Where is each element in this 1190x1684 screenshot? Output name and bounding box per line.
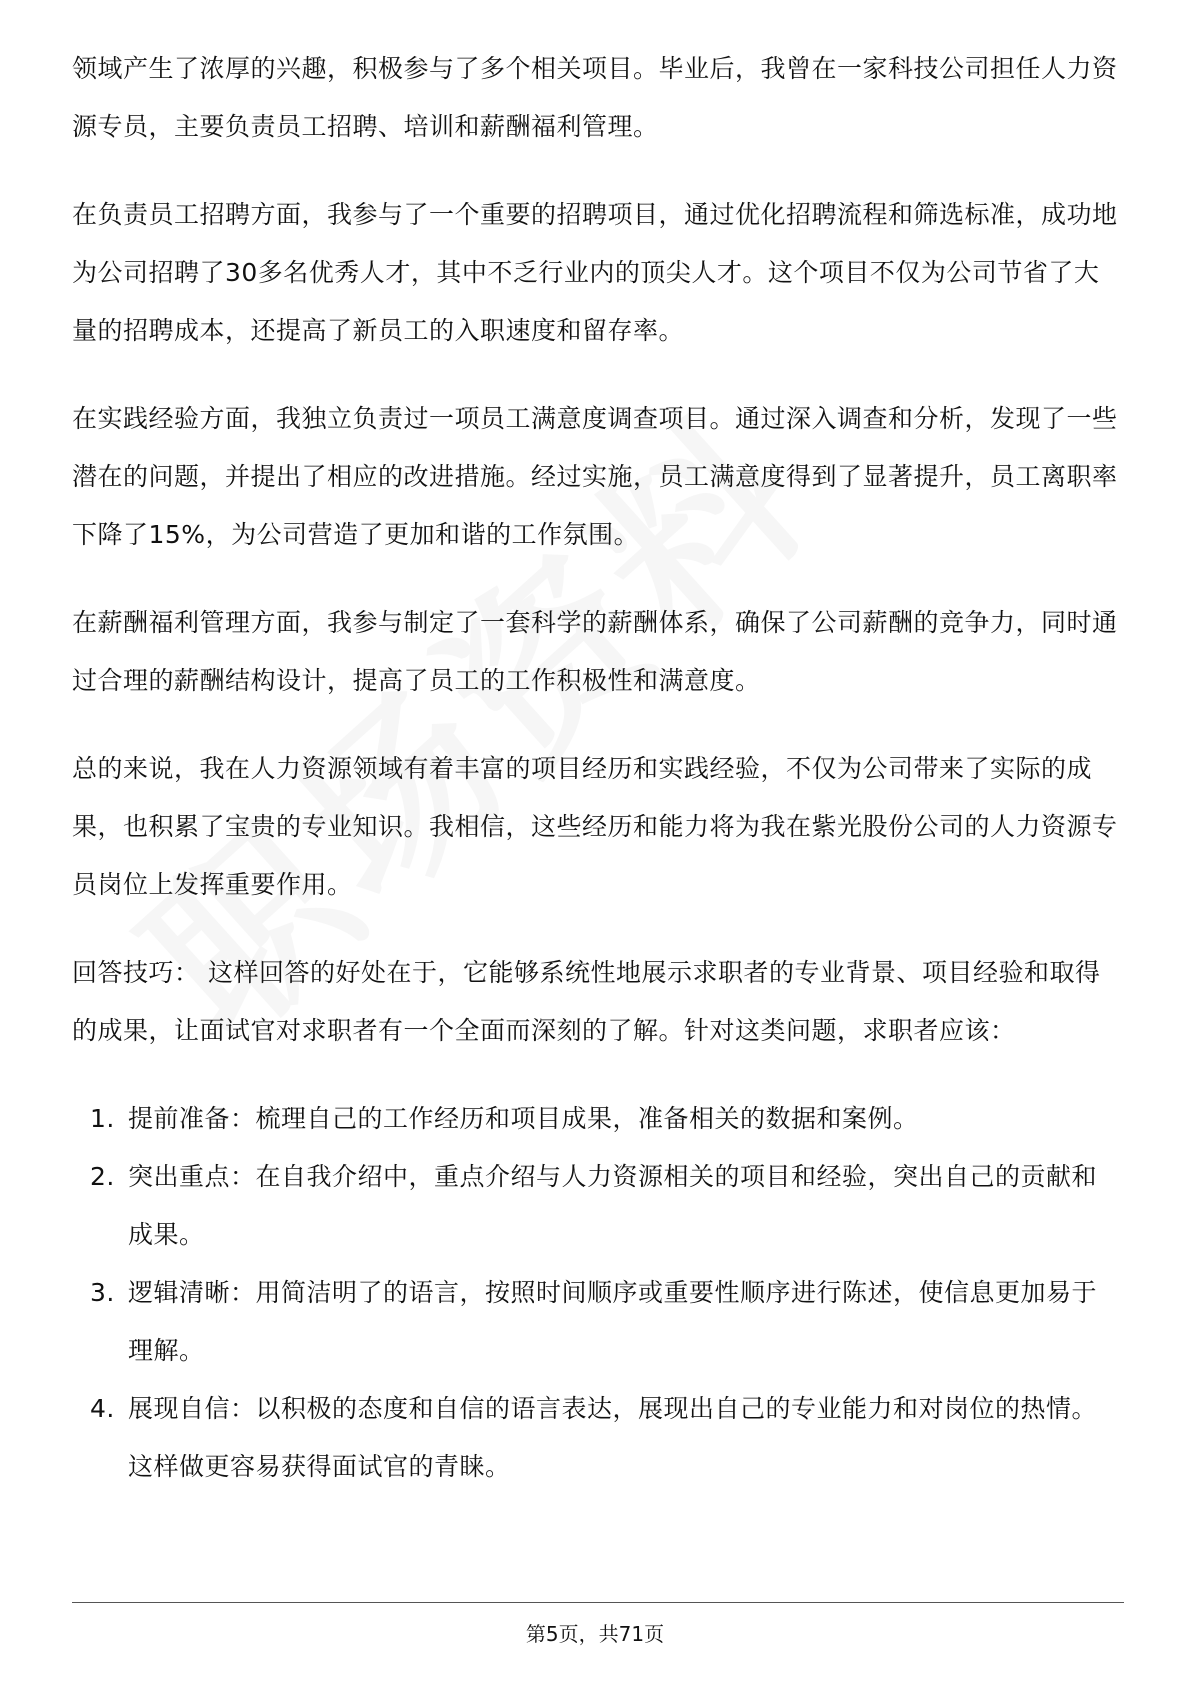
list-text: 突出重点：在自我介绍中，重点介绍与人力资源相关的项目和经验，突出自己的贡献和成果。 xyxy=(128,1162,1098,1249)
list-number: 2. xyxy=(90,1162,115,1191)
paragraph: 总的来说，我在人力资源领域有着丰富的项目经历和实践经验，不仅为公司带来了实际的成果，也积累了宝贵的专业知识。我相信，这些经历和能力将为我在紫光股份公司的人力资源专员岗位上发挥重要作用。 xyxy=(72,754,1118,899)
answer-tips-intro: 回答技巧： 这样回答的好处在于，它能够系统性地展示求职者的专业背景、项目经验和取得的成果，让面试官对求职者有一个全面而深刻的了解。针对这类问题，求职者应该： xyxy=(72,958,1101,1045)
list-number: 4. xyxy=(90,1394,115,1423)
tips-list xyxy=(72,1090,1122,1496)
document-body xyxy=(72,40,1122,1496)
list-item xyxy=(72,1148,1122,1264)
footer-divider xyxy=(72,1602,1124,1603)
list-text: 展现自信：以积极的态度和自信的语言表达，展现出自己的专业能力和对岗位的热情。这样做更容易获得面试官的青睐。 xyxy=(128,1394,1098,1481)
paragraph: 在负责员工招聘方面，我参与了一个重要的招聘项目，通过优化招聘流程和筛选标准，成功地为公司招聘了30多名优秀人才，其中不乏行业内的顶尖人才。这个项目不仅为公司节省了大量的招聘成本，还提高了新员工的入职速度和留存率。 xyxy=(72,200,1118,345)
list-item xyxy=(72,1264,1122,1380)
paragraph: 在实践经验方面，我独立负责过一项员工满意度调查项目。通过深入调查和分析，发现了一些潜在的问题，并提出了相应的改进措施。经过实施，员工满意度得到了显著提升，员工离职率下降了15%，为公司营造了更加和谐的工作氛围。 xyxy=(72,404,1118,549)
list-number: 3. xyxy=(90,1278,115,1307)
list-number: 1. xyxy=(90,1104,115,1133)
paragraph: 领域产生了浓厚的兴趣，积极参与了多个相关项目。毕业后，我曾在一家科技公司担任人力资源专员，主要负责员工招聘、培训和薪酬福利管理。 xyxy=(72,54,1118,141)
list-text: 提前准备：梳理自己的工作经历和项目成果，准备相关的数据和案例。 xyxy=(128,1104,919,1133)
list-text: 逻辑清晰：用简洁明了的语言，按照时间顺序或重要性顺序进行陈述，使信息更加易于理解。 xyxy=(128,1278,1098,1365)
list-item xyxy=(72,1380,1122,1496)
list-item xyxy=(72,1090,1122,1148)
paragraph: 在薪酬福利管理方面，我参与制定了一套科学的薪酬体系，确保了公司薪酬的竞争力，同时通过合理的薪酬结构设计，提高了员工的工作积极性和满意度。 xyxy=(72,608,1118,695)
page-number: 第5页，共71页 xyxy=(525,1622,665,1646)
